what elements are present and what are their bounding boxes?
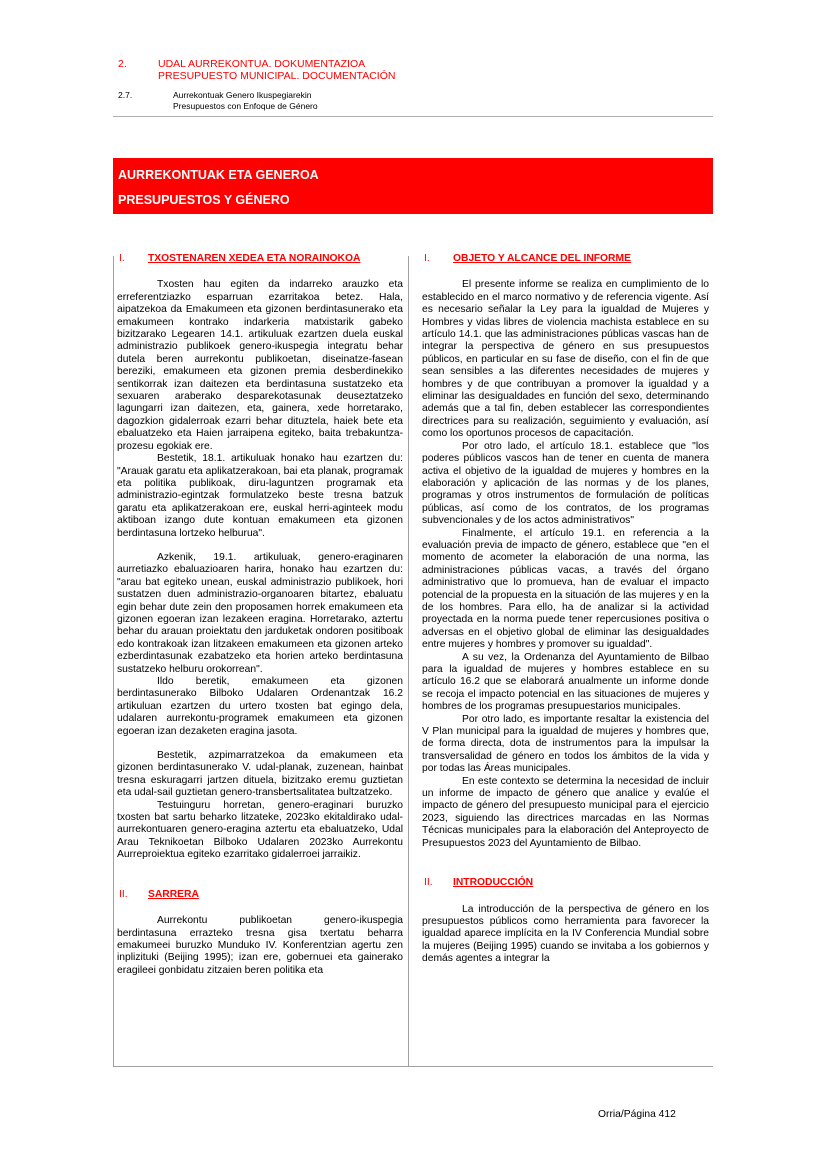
section-heading-number: II. [424,877,433,889]
paragraph: Txosten hau egiten da indarreko arauzko eta erreferentziazko esparruan ezarritakoa betez. Hala, aipatzekoa da Emakumeen eta gizonen berdintasunerako eta emakumeen kontrako indarkeria matxistarik gabeko bizitzarako Legearen 14.1. artikuluak ezartzen duela euskal administrazio publikoek genero-ikuspegia integratu behar dutela beren aurrekontu publikoetan, diseinatze-fasean bereziki, emakumeen eta gizonen premia desberdinekiko sentikorrak izan daitezen eta berdintasuna sustatzeko eta sexuaren araberako desparekotasunak deuseztatzeko lagungarri izan daitezen, eta, gainera, xede horretarako, dagozkion gidalerroak ezarri behar dituztela, haiek bete eta ebaluatzeko eta Haien jarraipena egiteko, baita trebakuntza-prozesu egokiak ere. [117,279,403,452]
header-divider [113,116,713,117]
basque-column [117,253,403,977]
paragraph: La introducción de la perspectiva de género en los presupuestos públicos como herramienta para favorecer la igualdad aparece implícita en la IV Conferencia Mundial sobre la mujeres (Beijing 1995) cuando se invitaba a los gobiernos y demás agentes a integrar la [422,903,709,965]
section-heading [422,877,709,889]
column-divider [408,256,409,1066]
section-heading-number: I. [119,253,125,264]
subsection-header [118,90,713,112]
banner-title-es: PRESUPUESTOS Y GÉNERO [118,193,290,207]
paragraph: Por otro lado, es importante resaltar la existencia del V Plan municipal para la igualdad de mujeres y hombres que, de forma directa, dota de instrumentos para la impulsar la transversalidad de género en todos los ámbitos de la vida y por todas las Áreas municipales. [422,713,709,775]
section-title-es: PRESUPUESTO MUNICIPAL. DOCUMENTACIÓN [158,70,396,82]
spanish-column [422,253,709,966]
paragraph: Testuinguru horretan, genero-eraginari buruzko txosten bat sartu beharko litzateke, 2023ko ekitaldirako udal-aurrekontuaren genero-eragina aztertu eta ebaluatzeko, Udal Arau Teknikoetan Bilboko Udalaren 2023ko Aurrekontu Aurreproiektua egiteko ezarritako gidalerroei jarraikiz. [117,799,403,861]
section-heading-number: I. [424,253,430,264]
banner-title-eu: AURREKONTUAK ETA GENEROA [118,168,319,182]
section-number: 2. [118,58,127,70]
title-banner [113,158,713,214]
section-heading [117,889,403,901]
paragraph: Bestetik, 18.1. artikuluak honako hau ezartzen du: "Arauak garatu eta aplikatzerakoan, bai eta planak, programak eta politika publikoak, diru-laguntzen programak eta administrazio-egintzak formulatzeko beste tresna batzuk garatu eta aplikatzerakoan ere, euskal herri-aginteek modu aktiboan izango dute kontuan emakumeen eta gizonen berdintasuna lortzeko helburua". [117,453,403,539]
paragraph: El presente informe se realiza en cumplimiento de lo establecido en el marco normativo y de referencia vigente. Así es necesario señalar la Ley para la igualdad de Mujeres y Hombres y vidas libres de violencia machista establece en su artículo 14.1. que las administraciones públicas vascas han de integrar la perspectiva de género en sus presupuestos públicos, en particular en su fase de diseño, con el fin de que sean sensibles a las diferentes necesidades de mujeres y hombres y de que contribuyan a promover la igualdad y a eliminar las desigualdades en función del sexo, determinando además que a tal fin, deben establecer las correspondientes directrices para su realización, seguimiento y evaluación, así como los oportunos procesos de capacitación. [422,279,709,440]
subsection-number: 2.7. [118,90,133,100]
paragraph: Bestetik, azpimarratzekoa da emakumeen eta gizonen berdintasunerako V. udal-planak, zuzenean, hainbat tresna eskuragarri jartzen dituela, bizitzako eremu guztietan eta udal-sail guztietan genero-transbertsalitatea bultzatzeko. [117,750,403,799]
paragraph: A su vez, la Ordenanza del Ayuntamiento de Bilbao para la igualdad de mujeres y hombres establece en su artículo 16.2 que se elaborará anualmente un informe donde se recoja el impacto potencial en las situaciones de mujeres y hombres de los programas presupuestarios municipales. [422,651,709,713]
section-heading [117,253,403,265]
paragraph: Por otro lado, el artículo 18.1. establece que "los poderes públicos vascos han de tener en cuenta de manera activa el objetivo de la igualdad de mujeres y hombres en la elaboración y aplicación de las normas y de los planes, programas y otros instrumentos de formulación de políticas públicas, así como de los contratos, de los programas subvencionales y de los actos administrativos" [422,440,709,527]
section-heading-title: SARRERA [148,888,199,900]
section-heading-title: INTRODUCCIÓN [453,877,534,889]
section-heading-title: OBJETO Y ALCANCE DEL INFORME [453,253,631,264]
paragraph: En este contexto se determina la necesidad de incluir un informe de impacto de género que analice y evalúe el impacto de género del presupuesto municipal para el ejercicio 2023, siguiendo las directrices marcadas en las Normas Técnicas municipales para la elaboración del Anteproyecto de Presupuestos 2023 del Ayuntamiento de Bilbao. [422,775,709,849]
section-title-eu: UDAL AURREKONTUA. DOKUMENTAZIOA [158,58,366,70]
section-heading [422,253,709,265]
page-number: Orria/Página 412 [598,1109,676,1120]
paragraph: Finalmente, el artículo 19.1. en referencia a la evaluación previa de impacto de género, establece que "en el momento de acometer la elaboración de una norma, las administraciones públicas vacas, a través del órgano administrativo que lo promueva, han de evaluar el impacto potencial de la propuesta en la situación de las mujeres y en la de los hombres. Para ello, ha de analizar si la actividad proyectada en la norma puede tener repercusiones positiva o adversas en el objetivo global de eliminar las desigualdades entre mujeres y hombres y promover su igualdad". [422,527,709,651]
section-heading-number: II. [119,888,128,900]
paragraph: Ildo beretik, emakumeen eta gizonen berdintasunerako Bilboko Udalaren Ordenantzak 16.2 artikuluan ezartzen du urtero txosten bat egingo dela, udalaren aurrekontu-programek emakumeen eta gizonen egoeran izan dezaketen eragina jasota. [117,676,403,737]
subsection-title-eu: Aurrekontuak Genero Ikuspegiarekin [173,90,312,100]
subsection-title-es: Presupuestos con Enfoque de Género [173,101,318,111]
document-header [118,58,713,82]
section-heading-title: TXOSTENAREN XEDEA ETA NORAINOKOA [148,253,361,264]
paragraph: Azkenik, 19.1. artikuluak, genero-eraginaren aurretiazko ebaluazioaren harira, honako hau ezartzen du: "arau bat egiteko unean, euskal administrazio publikoek, hori sustatzen duen administrazio-organoaren bitartez, ebaluatu egin behar dute zein den proposamen horrek emakumeen eta gizonen egoeran izan lezakeen eragina. Horretarako, aztertu behar du arauan proiektatu den jarduketak ondoren positiboak edo kontrakoak izan litzakeen emakumeen eta gizonen arteko ezberdintasunak ezabatzeko eta horien arteko berdintasuna sustatzeko helburu orokorrean". [117,551,403,675]
paragraph: Aurrekontu publikoetan genero-ikuspegia berdintasuna errazteko tresna gisa txertatu beharra emakumeei buruzko Munduko IV. Konferentzian agertu zen inplizituki (Beijing 1995); izan ere, gobernuei eta gainerako eragileei gonbidatu zitzaien beren politika eta [117,915,403,976]
